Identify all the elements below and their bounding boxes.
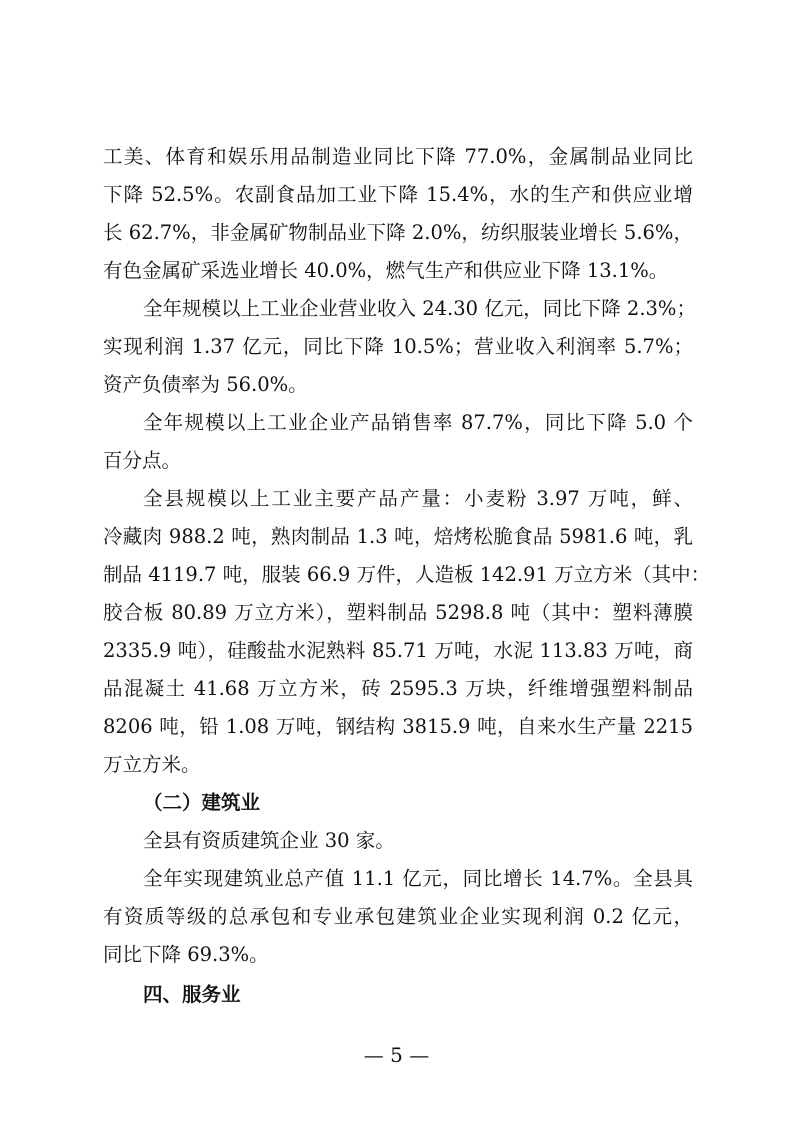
section-heading: 四、服务业 bbox=[143, 983, 241, 1006]
text-line: 胶合板 80.89 万立方米），塑料制品 5298.8 吨（其中：塑料薄膜 bbox=[103, 601, 693, 624]
text-line: 有资质等级的总承包和专业承包建筑业企业实现利润 0.2 亿元， bbox=[103, 905, 693, 928]
text-line: 品混凝土 41.68 万立方米，砖 2595.3 万块，纤维增强塑料制品 bbox=[103, 677, 693, 700]
text-line: 制品 4119.7 吨，服装 66.9 万件，人造板 142.91 万立方米（其中： bbox=[103, 563, 711, 586]
text-line: 资产负债率为 56.0%。 bbox=[103, 373, 308, 396]
text-line: 实现利润 1.37 亿元，同比下降 10.5%；营业收入利润率 5.7%； bbox=[103, 335, 693, 358]
text-line: 长 62.7%，非金属矿物制品业下降 2.0%，纺织服装业增长 5.6%， bbox=[103, 221, 693, 244]
text-line: 冷藏肉 988.2 吨，熟肉制品 1.3 吨，焙烤松脆食品 5981.6 吨，乳 bbox=[103, 525, 693, 548]
section-heading: （二）建筑业 bbox=[143, 791, 261, 814]
page-number: — 5 — bbox=[363, 1043, 430, 1067]
text-line: 万立方米。 bbox=[103, 753, 201, 776]
text-line: 有色金属矿采选业增长 40.0%，燃气生产和供应业下降 13.1%。 bbox=[103, 259, 669, 282]
text-line: 百分点。 bbox=[103, 449, 182, 472]
text-line: 全县有资质建筑企业 30 家。 bbox=[143, 829, 395, 852]
text-line: 工美、体育和娱乐用品制造业同比下降 77.0%，金属制品业同比 bbox=[103, 145, 693, 168]
text-line: 全年规模以上工业企业营业收入 24.30 亿元，同比下降 2.3%； bbox=[143, 297, 696, 320]
text-line: 全年规模以上工业企业产品销售率 87.7%，同比下降 5.0 个 bbox=[143, 411, 693, 434]
text-line: 全县规模以上工业主要产品产量：小麦粉 3.97 万吨，鲜、 bbox=[143, 487, 693, 510]
text-line: 2335.9 吨），硅酸盐水泥熟料 85.71 万吨，水泥 113.83 万吨，商 bbox=[103, 639, 693, 662]
text-line: 下降 52.5%。农副食品加工业下降 15.4%，水的生产和供应业增 bbox=[103, 183, 693, 206]
text-line: 同比下降 69.3%。 bbox=[103, 943, 269, 966]
text-line: 8206 吨，铅 1.08 万吨，钢结构 3815.9 吨，自来水生产量 2215 bbox=[103, 715, 693, 738]
text-line: 全年实现建筑业总产值 11.1 亿元，同比增长 14.7%。全县具 bbox=[143, 867, 693, 890]
